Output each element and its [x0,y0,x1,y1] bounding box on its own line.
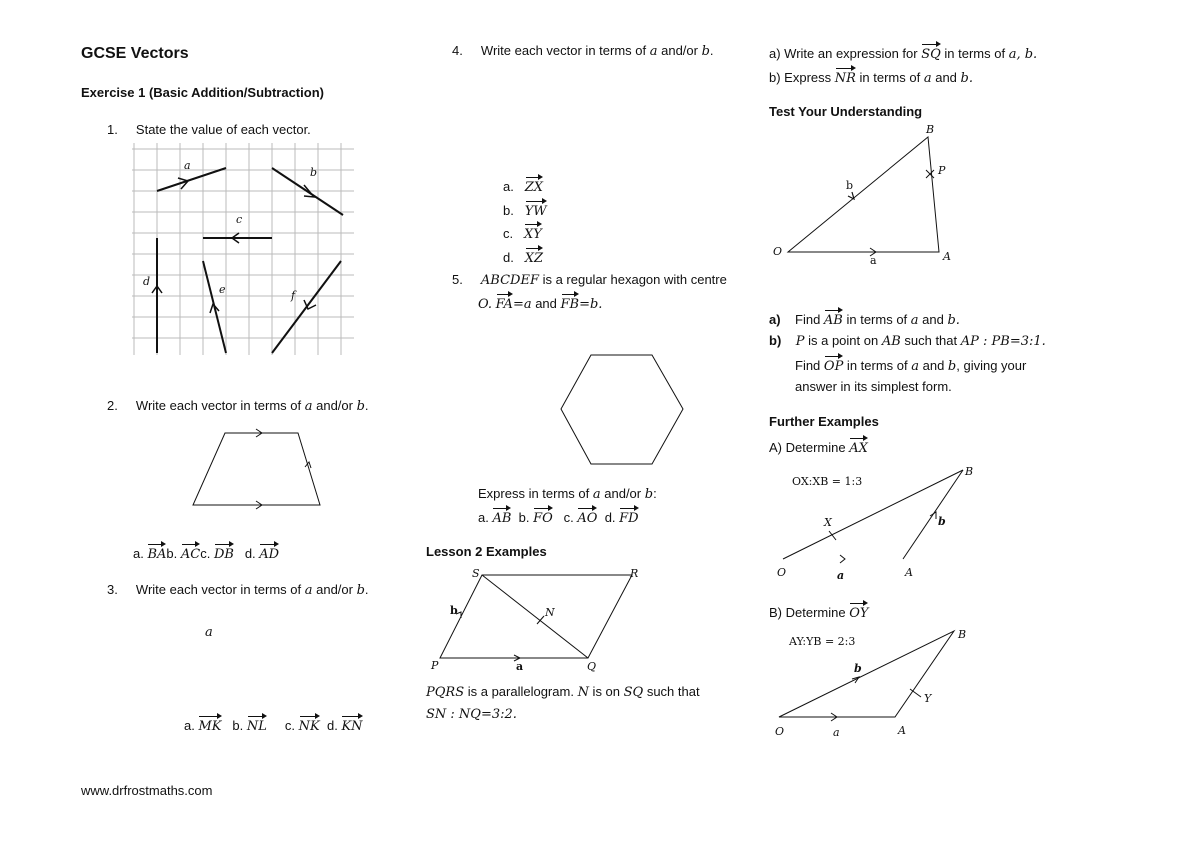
exercise-heading: Exercise 1 (Basic Addition/Subtraction) [81,85,324,100]
lesson2-heading: Lesson 2 Examples [426,544,547,559]
point-n: N [577,685,589,700]
question-text: and/or [312,398,357,413]
question-text: . [364,582,369,597]
label-p: P [938,164,946,177]
tyu-part-b-line3: answer in its simplest form. [795,379,952,394]
item-label: a. [503,179,514,194]
ratio-ox-xb: OX:XB = 1:3 [792,475,863,488]
q3-answers [184,715,363,735]
ratio-ap-pb: AP : PB=3:1. [960,334,1046,349]
point-p: P [795,334,805,349]
question-text: and [931,70,961,85]
question-2 [107,397,369,415]
question-text: . [364,398,369,413]
question-text: State the value of each vector. [135,122,311,137]
answer-label: d. [604,510,616,525]
question-text: and/or [600,486,645,501]
question-text: Write each vector in terms of [135,582,305,597]
tyu-part-a [769,309,960,329]
question-5-line2 [478,293,602,313]
parallelogram-figure [428,568,648,673]
label-a: a [184,159,191,172]
further-b-figure [775,627,985,737]
label-r: R [630,567,639,580]
q5-answers [478,507,639,527]
question-text: B) Determine [769,605,850,620]
var-a: a [911,359,919,374]
question-text: and [919,358,948,373]
label-b: B [926,123,935,136]
var-b: b. [960,71,973,86]
var-b: b [356,583,365,598]
fb-value: =b. [579,297,603,312]
question-number: 5. [452,272,463,287]
question-3 [107,581,369,599]
trapezium-figure [190,428,330,508]
answer-label: a. [133,546,144,561]
answer-label: c. [563,510,574,525]
further-heading: Further Examples [769,414,879,429]
label-vec-a: a [516,660,524,673]
question-text: , giving your [956,358,1027,373]
label-vec-a: a [870,254,877,267]
q3-diagram-label: a [205,625,213,640]
vector-ab: AB [492,507,511,527]
label-a: A [905,566,913,579]
var-a: a [923,71,932,86]
answer-label: d. [326,718,338,733]
label-q: Q [587,660,597,673]
item-label: c. [503,226,514,241]
var-b: b. [947,313,960,328]
triangle-oab-figure [768,123,968,267]
vector-fo: FO [533,507,553,527]
label-o: O [773,245,783,258]
vector-mk: MK [198,715,221,735]
q4-item-a [503,176,543,196]
part-label: a) [769,312,781,327]
lesson2-part-a [769,43,1037,63]
answer-label: b. [232,718,244,733]
label-vec-b: b [846,179,854,192]
label-x: X [824,516,832,529]
question-text: b) Express [769,70,835,85]
vector-zx: ZX [525,176,543,196]
q2-answers [133,543,279,563]
further-a-figure [775,464,985,582]
q5-express [478,485,657,503]
question-text: . [709,43,714,58]
question-text: in terms of [855,70,924,85]
question-text: and/or [312,582,357,597]
label-b: B [958,628,967,641]
var-a: a [592,487,601,502]
question-number: 2. [107,398,118,413]
label-n: N [545,606,555,619]
label-d: d [143,275,151,288]
var-b: b [947,359,957,374]
question-text: Express in terms of [478,486,593,501]
vector-a-line [157,168,226,191]
question-number: 1. [107,122,118,137]
fa-value: =a [512,297,532,312]
vector-xy: XY [524,223,542,243]
vector-fb: FB [561,293,580,313]
grid-lines [132,143,354,355]
question-text: Find [795,312,824,327]
question-text: in terms of [842,312,911,327]
label-p: P [431,659,439,672]
question-text: in terms of [843,358,912,373]
answer-label: d. [244,546,256,561]
label-o: O [775,725,785,738]
label-vec-b: b [854,662,862,675]
var-b: b [356,399,365,414]
item-label: b. [503,203,514,218]
further-b-title [769,602,868,622]
label-vec-a: a [837,569,845,582]
q4-item-d [503,247,543,267]
tyu-part-b-line2 [795,355,1026,375]
desc-text: is on [588,684,624,699]
answer-label: b. [518,510,530,525]
label-o: O [777,566,787,579]
footer-url: www.drfrostmaths.com [81,783,213,798]
var-a: a [304,583,313,598]
question-number: 4. [452,43,463,58]
vector-yw: YW [525,200,547,220]
label-y: Y [924,692,932,705]
tyu-heading: Test Your Understanding [769,104,923,119]
line-sq: SQ [623,685,644,700]
question-1 [107,121,311,138]
label-vec-a: a [833,726,840,739]
label-a: A [943,250,951,263]
question-text: and [918,312,948,327]
vector-db: DB [214,543,234,563]
label-s: S [472,567,480,580]
q4-item-c [503,223,542,243]
question-text: in terms of [940,46,1009,61]
tyu-part-b-line1 [769,332,1046,350]
vars-ab: a, b. [1008,47,1038,62]
desc-text: is a parallelogram. [464,684,578,699]
page-title: GCSE Vectors [81,45,189,62]
var-b: b [644,487,654,502]
lesson2-ratio: SN : NQ=3:2. [426,707,517,722]
question-text: A) Determine [769,440,850,455]
question-text: and/or [657,43,702,58]
vector-sq: SQ [921,43,941,63]
vector-ao: AO [577,507,597,527]
vector-ax: AX [849,437,868,457]
question-text: is a regular hexagon with centre [538,272,727,287]
label-f: f [291,289,296,302]
part-label: b) [769,333,782,348]
label-vec-b: b [450,604,458,617]
question-text: is a point on [804,333,882,348]
further-a-title [769,437,868,457]
vector-ba: BA [147,543,166,563]
centre-o: O. [478,297,493,312]
item-label: d. [503,250,514,265]
label-c: c [236,213,243,226]
label-a: A [898,724,906,737]
question-4 [452,42,714,60]
vector-nk: NK [299,715,320,735]
vector-nl: NL [247,715,267,735]
vector-op: OP [824,355,843,375]
vector-grid-figure [132,143,357,358]
question-text: : [653,486,657,501]
var-a: a [910,313,919,328]
question-text: Write each vector in terms of [135,398,305,413]
vector-oy: OY [849,602,868,622]
vector-xz: XZ [525,247,543,267]
answer-label: c. [284,718,296,733]
answer-label: b. [166,546,178,561]
question-text: a) Write an expression for [769,46,922,61]
shape-name: PQRS [426,685,465,700]
desc-text: such that [643,684,700,699]
vector-fa: FA [496,293,513,313]
var-a: a [649,44,658,59]
answer-label: c. [200,546,211,561]
vector-nr: NR [835,67,856,87]
var-b: b [701,44,710,59]
label-b: b [310,166,318,179]
question-text: such that [900,333,961,348]
hexagon-figure [560,354,685,466]
question-text: Find [795,358,824,373]
ratio-ay-yb: AY:YB = 2:3 [789,635,856,648]
vector-ab: AB [824,309,843,329]
var-a: a [304,399,313,414]
question-5-line1 [452,271,727,289]
answer-label: a. [184,718,195,733]
hexagon-name: ABCDEF [480,273,539,288]
vector-fd: FD [619,507,638,527]
vector-ac: AC [181,543,200,563]
vector-ad: AD [259,543,279,563]
question-text: and [531,296,561,311]
line-ab: AB [881,334,901,349]
q4-item-b [503,200,547,220]
question-number: 3. [107,582,118,597]
lesson2-desc-line1 [426,683,700,701]
question-text: Write each vector in terms of [480,43,650,58]
label-e: e [219,283,226,296]
label-vec-b: b [938,515,946,528]
label-b: B [965,465,974,478]
lesson2-part-b [769,67,973,87]
vector-kn: KN [341,715,362,735]
answer-label: a. [478,510,489,525]
